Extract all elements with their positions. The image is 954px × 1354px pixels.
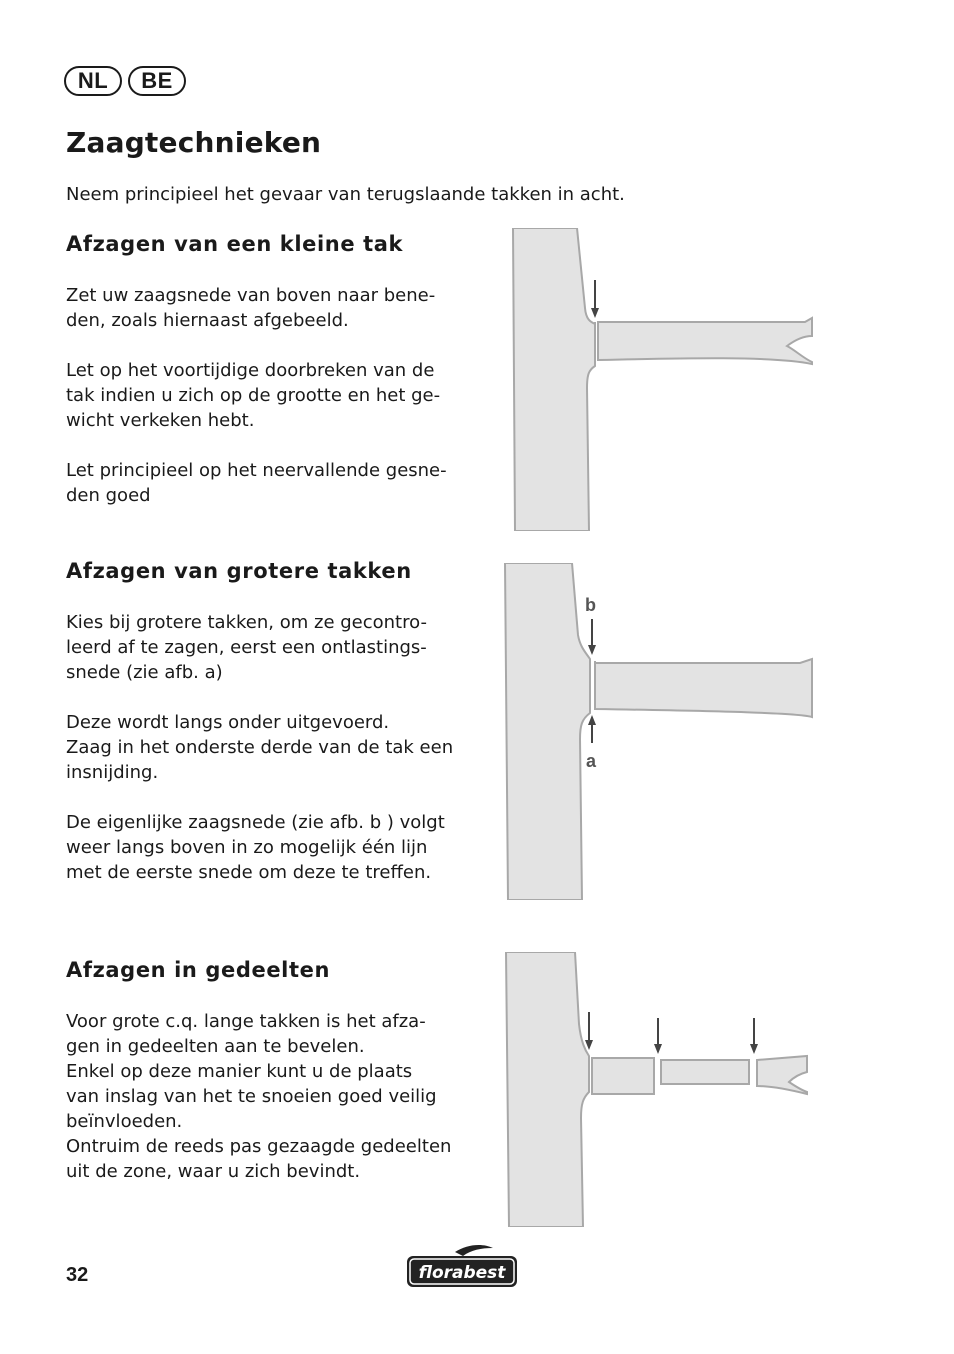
tree-trunk	[505, 563, 590, 900]
section-heading: Afzagen van grotere takken	[66, 559, 412, 583]
branch-segment-1	[592, 1058, 654, 1094]
language-badges	[64, 66, 186, 96]
branch	[595, 659, 812, 717]
paragraph: Let principieel op het neervallende gesne- den goed	[66, 460, 447, 506]
down-arrow-icon	[585, 1012, 593, 1050]
cut-label-a: a	[586, 751, 597, 771]
paragraph: Deze wordt langs onder uitgevoerd. Zaag in het onderste derde van de tak een insnijding.	[66, 712, 454, 783]
section-heading: Afzagen van een kleine tak	[66, 232, 404, 256]
section-heading: Afzagen in gedeelten	[66, 958, 330, 982]
paragraph: De eigenlijke zaagsnede (zie afb. b ) volgt weer langs boven in zo mogelijk één lijn met de eerste snede om deze te treffen.	[66, 812, 445, 883]
tree-trunk	[513, 228, 595, 531]
paragraph: Voor grote c.q. lange takken is het afza- gen in gedeelten aan te bevelen. Enkel op deze manier kunt u de plaats van inslag van het te snoeien goed veilig beïnvloeden. Ontruim de reeds pas gezaagde gedeelten uit de zone, waar u zich bevindt.	[66, 1011, 452, 1182]
section-small-branch	[66, 232, 466, 533]
down-arrow-icon	[588, 619, 596, 655]
brand-name: florabest	[418, 1263, 506, 1283]
branch	[595, 318, 812, 364]
page-title: Zaagtechnieken	[66, 126, 322, 159]
down-arrow-icon	[654, 1018, 662, 1054]
branch-segment-3	[757, 1056, 807, 1094]
figure-large-branch	[500, 563, 815, 900]
figure-small-branch	[505, 228, 815, 531]
down-arrow-icon	[750, 1018, 758, 1054]
figure-in-parts	[503, 952, 813, 1227]
down-arrow-icon	[591, 280, 599, 318]
language-badge-be: BE	[128, 66, 186, 96]
florabest-logo	[405, 1244, 520, 1290]
language-badge-nl: NL	[64, 66, 122, 96]
branch-segment-2	[661, 1060, 749, 1084]
section-in-parts	[66, 958, 466, 1209]
paragraph: Zet uw zaagsnede van boven naar bene- den, zoals hiernaast afgebeeld.	[66, 285, 436, 331]
paragraph: Let op het voortijdige doorbreken van de tak indien u zich op de grootte en het ge- wicht verkeken hebt.	[66, 360, 441, 431]
page-number: 32	[66, 1264, 89, 1286]
cut-label-b: b	[585, 595, 596, 615]
up-arrow-icon	[588, 715, 596, 743]
tree-trunk	[506, 952, 589, 1227]
paragraph: Kies bij grotere takken, om ze gecontro- leerd af te zagen, eerst een ontlastings- snede (zie afb. a)	[66, 612, 427, 683]
section-large-branch	[66, 559, 466, 910]
intro-text: Neem principieel het gevaar van terugslaande takken in acht.	[66, 184, 625, 205]
